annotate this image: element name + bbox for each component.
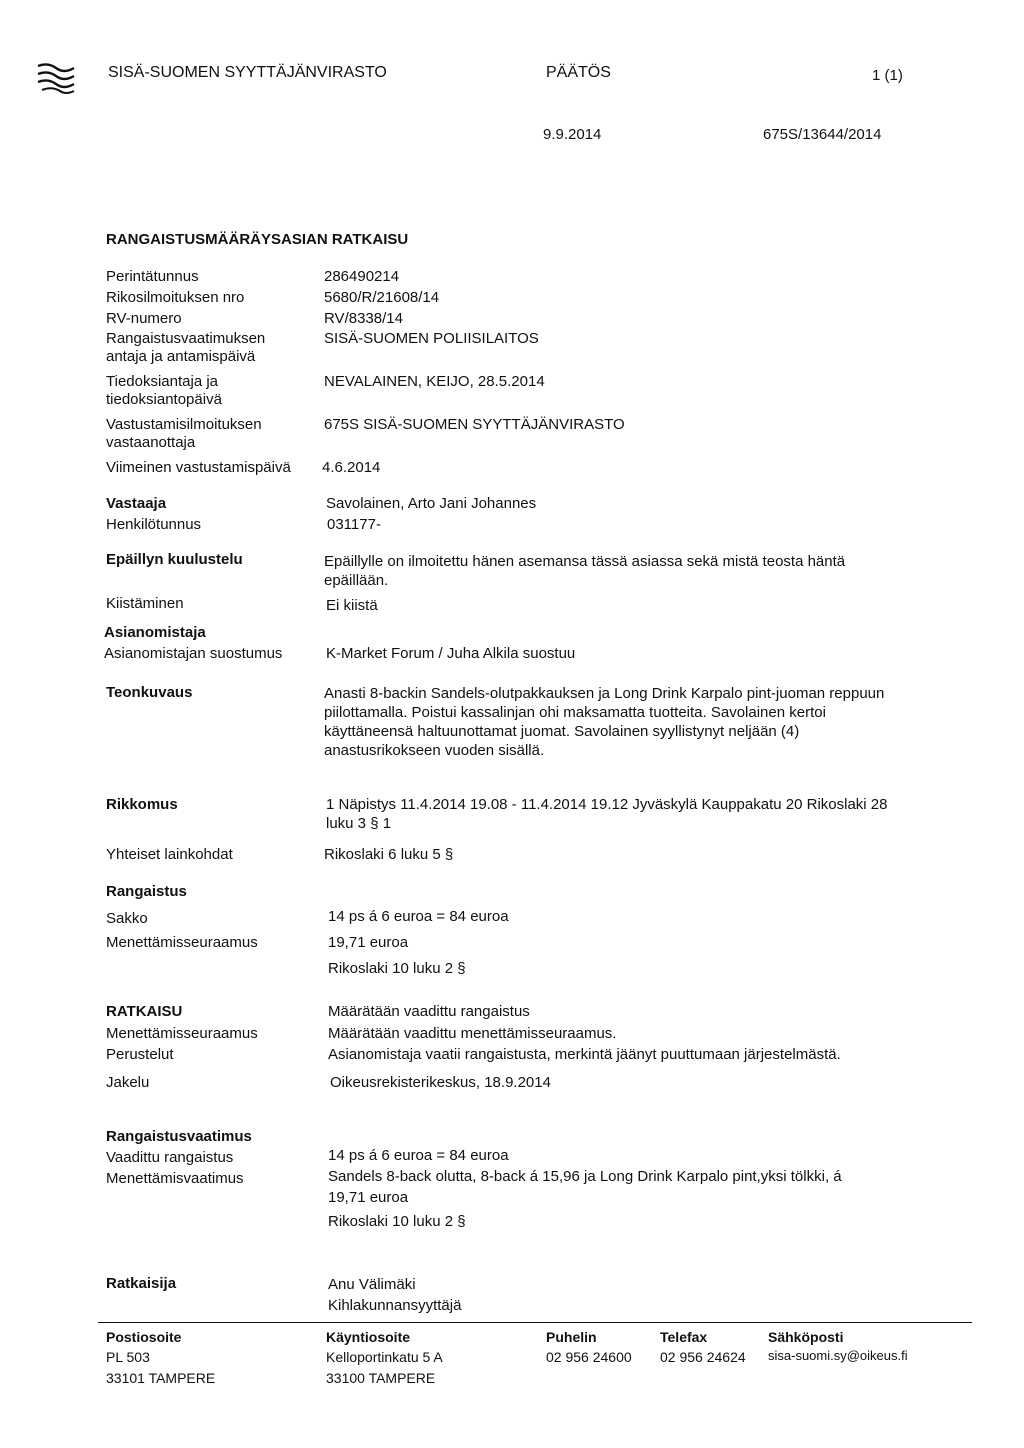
rikosilmoitus-value: 5680/R/21608/14 [324, 289, 440, 306]
footer-sahkoposti [768, 1327, 908, 1366]
vastustaminen-value: 675S SISÄ-SUOMEN SYYTTÄJÄNVIRASTO [324, 416, 625, 433]
ratkaisu-label: RATKAISU [106, 1003, 183, 1020]
kayntiosoite-line-2: 33100 TAMPERE [326, 1369, 436, 1386]
menettamisvaatimus-label: Menettämisvaatimus [106, 1170, 244, 1187]
jakelu-label: Jakelu [106, 1074, 150, 1091]
sakko-value: 14 ps á 6 euroa = 84 euroa [328, 908, 509, 925]
suostumus-label: Asianomistajan suostumus [104, 645, 283, 662]
ratkaisija-title: Kihlakunnansyyttäjä [328, 1297, 462, 1314]
rangaistusvaatimus-label-1: Rangaistusvaatimuksen [106, 330, 266, 347]
kiistaminen-value: Ei kiistä [326, 597, 378, 614]
menettamisvaatimus-law: Rikoslaki 10 luku 2 § [328, 1213, 466, 1230]
page-title: RANGAISTUSMÄÄRÄYSASIAN RATKAISU [106, 231, 409, 248]
vastustaminen-label-2: vastaanottaja [106, 434, 196, 451]
perustelut-value: Asianomistaja vaatii rangaistusta, merkintä jäänyt puuttumaan järjestelmästä. [328, 1046, 841, 1063]
rv-value: RV/8338/14 [324, 310, 403, 327]
puhelin-label: Puhelin [546, 1329, 597, 1345]
ratkaisija-label: Ratkaisija [106, 1275, 177, 1292]
document-type: PÄÄTÖS [546, 64, 611, 81]
kuulustelu-line-2: epäillään. [324, 572, 389, 589]
tiedoksiantaja-value: NEVALAINEN, KEIJO, 28.5.2014 [324, 373, 545, 390]
footer-postiosoite [106, 1327, 215, 1388]
sahkoposti-label: Sähköposti [768, 1329, 844, 1345]
henkilotunnus-label: Henkilötunnus [106, 516, 202, 533]
teonkuvaus-line-4: anastusrikokseen vuoden sisällä. [324, 742, 545, 759]
menettamisseuraamus-value: 19,71 euroa [328, 934, 409, 951]
sahkoposti-value: sisa-suomi.sy@oikeus.fi [768, 1348, 908, 1364]
rv-label: RV-numero [106, 310, 182, 327]
vastaaja-value: Savolainen, Arto Jani Johannes [326, 495, 537, 512]
rikkomus-label: Rikkomus [106, 796, 178, 813]
vastustaminen-label-1: Vastustamisilmoituksen [106, 416, 262, 433]
suostumus-value: K-Market Forum / Juha Alkila suostuu [326, 645, 576, 662]
kayntiosoite-label: Käyntiosoite [326, 1329, 411, 1345]
postiosoite-line-2: 33101 TAMPERE [106, 1369, 216, 1386]
agency-name: SISÄ-SUOMEN SYYTTÄJÄNVIRASTO [108, 64, 387, 81]
telefax-value: 02 956 24624 [660, 1349, 746, 1366]
menettamisvaatimus-line-1: Sandels 8-back olutta, 8-back á 15,96 ja Long Drink Karpalo pint,yksi tölkki, á [328, 1168, 842, 1185]
kayntiosoite-line-1: Kelloportinkatu 5 A [326, 1349, 443, 1366]
teonkuvaus-line-1: Anasti 8-backin Sandels-olutpakkauksen ja Long Drink Karpalo pint-juoman reppuun [324, 685, 885, 702]
document-reference: 675S/13644/2014 [763, 126, 882, 143]
rangaistusvaatimus-value: SISÄ-SUOMEN POLIISILAITOS [324, 330, 539, 347]
viimeinen-paiva-label: Viimeinen vastustamispäivä [106, 459, 291, 476]
telefax-label: Telefax [660, 1329, 708, 1345]
footer-kayntiosoite [326, 1327, 443, 1388]
ratkaisu-menettamis-value: Määrätään vaadittu menettämisseuraamus. [328, 1025, 617, 1042]
rikosilmoitus-label: Rikosilmoituksen nro [106, 289, 245, 306]
rikkomus-line-1: 1 Näpistys 11.4.2014 19.08 - 11.4.2014 19.12 Jyväskylä Kauppakatu 20 Rikoslaki 28 [326, 796, 888, 813]
jakelu-value: Oikeusrekisterikeskus, 18.9.2014 [330, 1074, 551, 1091]
rikkomus-line-2: luku 3 § 1 [326, 815, 392, 832]
tiedoksiantaja-label-1: Tiedoksiantaja ja [106, 373, 219, 390]
asianomistaja-label: Asianomistaja [104, 624, 206, 641]
teonkuvaus-line-2: piilottamalla. Poistui kassalinjan ohi maksamatta tuotteita. Savolainen kertoi [324, 704, 826, 721]
perinta-value: 286490214 [324, 268, 400, 285]
ratkaisu-menettamis-label: Menettämisseuraamus [106, 1025, 258, 1042]
footer-puhelin [546, 1327, 632, 1368]
puhelin-value: 02 956 24600 [546, 1349, 632, 1366]
kiistaminen-label: Kiistäminen [106, 595, 184, 612]
vaadittu-rangaistus-label: Vaadittu rangaistus [106, 1149, 234, 1166]
agency-logo [34, 60, 78, 96]
viimeinen-paiva-value: 4.6.2014 [322, 459, 381, 476]
postiosoite-line-1: PL 503 [106, 1349, 150, 1366]
menettamisseuraamus-label: Menettämisseuraamus [106, 934, 258, 951]
yhteiset-lainkohdat-label: Yhteiset lainkohdat [106, 846, 233, 863]
kuulustelu-label: Epäillyn kuulustelu [106, 551, 243, 568]
ratkaisu-value: Määrätään vaadittu rangaistus [328, 1003, 530, 1020]
document-date: 9.9.2014 [543, 126, 602, 143]
kuulustelu-line-1: Epäillylle on ilmoitettu hänen asemansa tässä asiassa sekä mistä teosta häntä [324, 553, 846, 570]
tiedoksiantaja-label-2: tiedoksiantopäivä [106, 391, 222, 408]
rangaistusvaatimus-label-2: antaja ja antamispäivä [106, 348, 256, 365]
menettamisvaatimus-line-2: 19,71 euroa [328, 1189, 409, 1206]
henkilotunnus-value: 031177- [327, 516, 381, 533]
yhteiset-lainkohdat-value: Rikoslaki 6 luku 5 § [324, 846, 454, 863]
footer-telefax [660, 1327, 746, 1368]
sakko-label: Sakko [106, 910, 148, 927]
vaadittu-rangaistus-value: 14 ps á 6 euroa = 84 euroa [328, 1147, 509, 1164]
footer-divider [98, 1322, 972, 1323]
page-number: 1 (1) [872, 67, 903, 84]
rangaistusvaatimus-label: Rangaistusvaatimus [106, 1128, 252, 1145]
teonkuvaus-line-3: käyttäneensä haltuunottamat juomat. Savolainen syyllistynyt neljään (4) [324, 723, 800, 740]
postiosoite-label: Postiosoite [106, 1329, 182, 1345]
rangaistus-label: Rangaistus [106, 883, 187, 900]
vastaaja-label: Vastaaja [106, 495, 167, 512]
ratkaisija-name: Anu Välimäki [328, 1276, 416, 1293]
perinta-label: Perintätunnus [106, 268, 199, 285]
menettamisseuraamus-law: Rikoslaki 10 luku 2 § [328, 960, 466, 977]
perustelut-label: Perustelut [106, 1046, 174, 1063]
teonkuvaus-label: Teonkuvaus [106, 684, 193, 701]
